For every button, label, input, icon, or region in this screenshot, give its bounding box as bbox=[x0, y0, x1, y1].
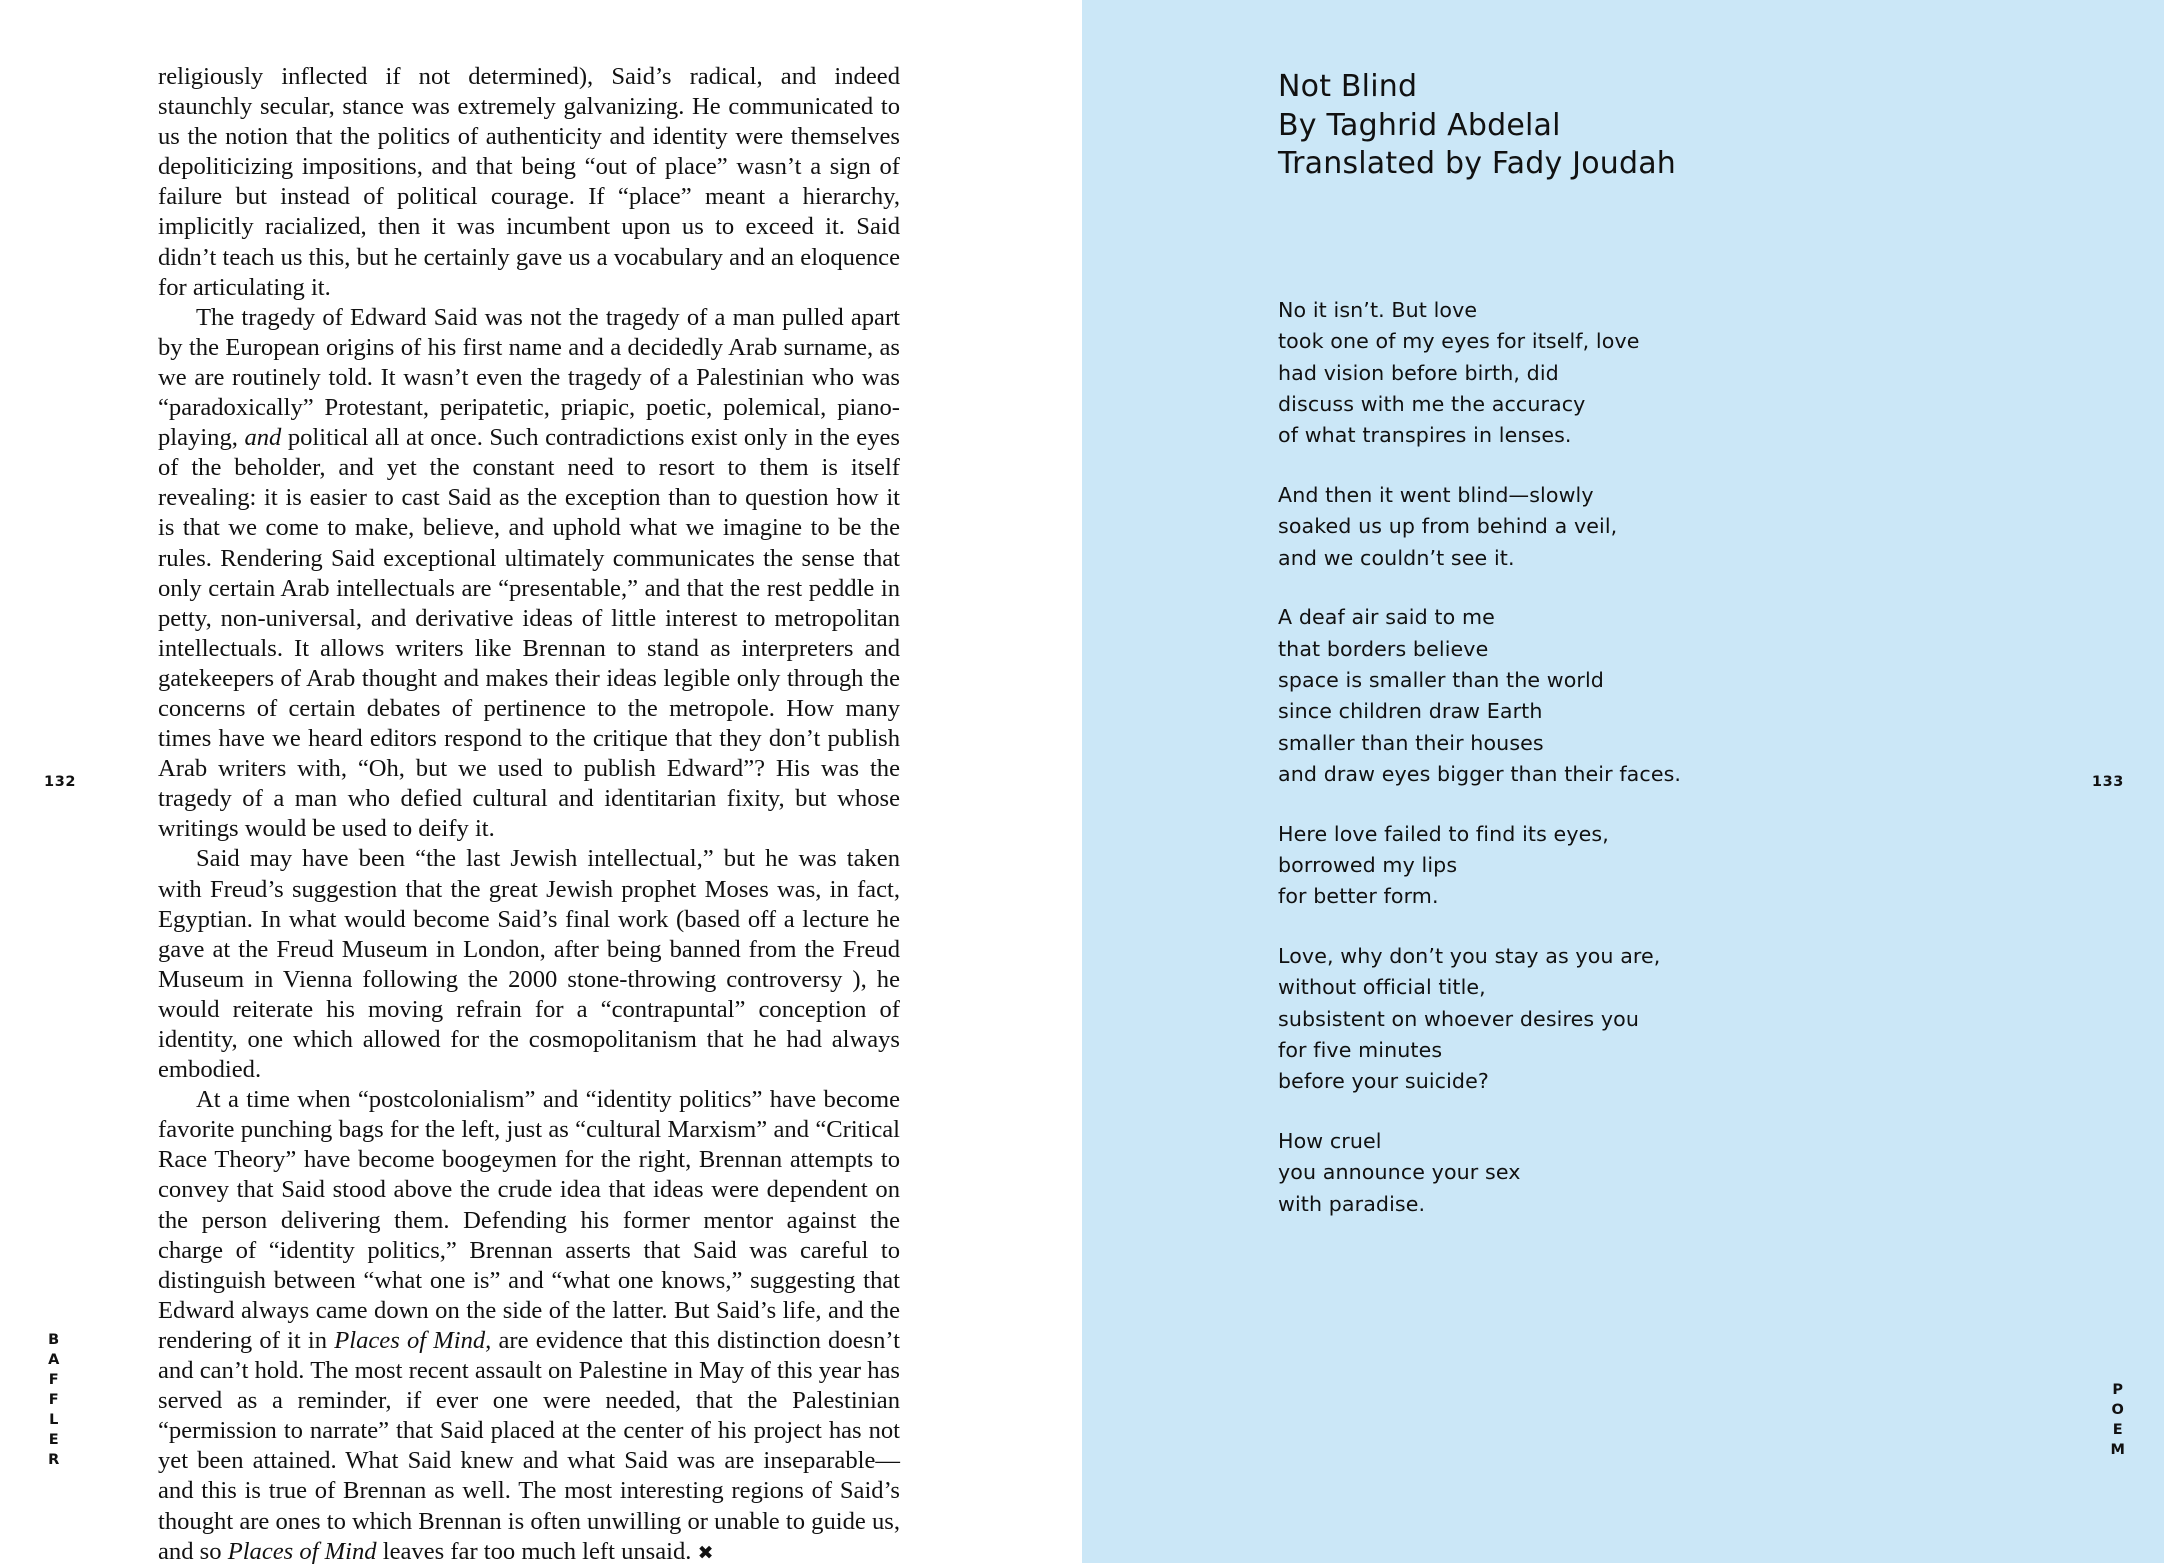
poem-line: And then it went blind—slowly bbox=[1278, 482, 1594, 507]
poem-line: that borders believe bbox=[1278, 636, 1489, 661]
article-paragraph: religiously inflected if not determined), Said’s radical, and indeed staunchly secular, stance was extremely galvanizing. He communicated to us the notion that the politics of authenticity and identity were themselves depoliticizing impositions, and that being “out of place” wasn’t a sign of failure but instead of political courage. If “place” meant a hierarchy, implicitly racialized, then it was incumbent upon us to exceed it. Said didn’t teach us this, but he certainly gave us a vocabulary and an eloquence for articulating it. bbox=[158, 63, 900, 301]
poem-title-block bbox=[1278, 68, 1978, 184]
article-paragraph bbox=[158, 303, 900, 845]
poem-line: for five minutes bbox=[1278, 1037, 1443, 1062]
poem-line: soaked us up from behind a veil, bbox=[1278, 514, 1618, 539]
poem-line: space is smaller than the world bbox=[1278, 667, 1604, 692]
running-head-letter: E bbox=[2112, 1422, 2124, 1438]
poem-line: and draw eyes bigger than their faces. bbox=[1278, 761, 1682, 786]
poem-stanza bbox=[1278, 602, 2038, 790]
running-head-left bbox=[46, 1330, 62, 1470]
poem-line: without official title, bbox=[1278, 975, 1486, 1000]
book-title-italic: Places of Mind, bbox=[334, 1326, 492, 1354]
poem-line: since children draw Earth bbox=[1278, 699, 1543, 724]
poem-line: with paradise. bbox=[1278, 1191, 1426, 1216]
article-body-column bbox=[158, 62, 900, 1568]
poem-author: By Taghrid Abdelal bbox=[1278, 107, 1561, 143]
book-title-italic: Places of Mind bbox=[227, 1537, 377, 1565]
poem-stanza bbox=[1278, 480, 2038, 574]
poem-stanza bbox=[1278, 819, 2038, 913]
page-number-left: 132 bbox=[44, 774, 77, 790]
running-head-letter: M bbox=[2110, 1442, 2126, 1458]
emphasis-and: and bbox=[244, 424, 282, 452]
running-head-letter: E bbox=[48, 1432, 60, 1448]
end-mark-icon: ✖ bbox=[697, 1541, 714, 1564]
right-page bbox=[1082, 0, 2164, 1563]
poem-stanza bbox=[1278, 295, 2038, 451]
poem-line: for better form. bbox=[1278, 884, 1439, 909]
poem-body bbox=[1278, 295, 2038, 1248]
poem-line: No it isn’t. But love bbox=[1278, 298, 1478, 322]
running-head-right bbox=[2110, 1380, 2126, 1460]
running-head-letter: R bbox=[48, 1452, 60, 1468]
running-head-letter: B bbox=[48, 1332, 60, 1348]
poem-translator: Translated by Fady Joudah bbox=[1278, 146, 1677, 181]
poem-stanza bbox=[1278, 1126, 2038, 1220]
poem-line: discuss with me the accuracy bbox=[1278, 391, 1586, 416]
poem-line: A deaf air said to me bbox=[1278, 605, 1495, 630]
running-head-letter: F bbox=[48, 1372, 60, 1388]
poem-line: Here love failed to find its eyes, bbox=[1278, 821, 1609, 846]
page-number-right: 133 bbox=[2091, 774, 2124, 790]
paragraph-text-part: The tragedy of Edward Said was not the tragedy of a man pulled apart by the European origins of his first name and a decidedly Arab surname, as we are routinely told. It wasn’t even the tragedy of a Palestinian who was “paradoxically” Protestant, peripatetic, priapic, poetic, polemical, piano-playing, bbox=[158, 303, 900, 452]
poem-stanza bbox=[1278, 941, 2038, 1097]
poem-title: Not Blind bbox=[1278, 69, 1418, 104]
poem-line: borrowed my lips bbox=[1278, 852, 1458, 877]
paragraph-text-part: At a time when “postcolonialism” and “identity politics” have become favorite punching bags for the left, just as “cultural Marxism” and “Critical Race Theory” have become boogeymen for the right, Brennan attempts to convey that Said stood above the crude idea that ideas were dependent on the person delivering them. Defending his former mentor against the charge of “identity politics,” Brennan asserts that Said was careful to distinguish between “what one is” and “what one knows,” suggesting that Edward always came down on the side of the latter. But Said’s life, and the rendering of it in bbox=[158, 1086, 900, 1354]
poem-line: of what transpires in lenses. bbox=[1278, 423, 1572, 448]
article-paragraph: Said may have been “the last Jewish intellectual,” but he was taken with Freud’s suggestion that the great Jewish prophet Moses was, in fact, Egyptian. In what would become Said’s final work (based off a lecture he gave at the Freud Museum in London, after being banned from the Freud Museum in Vienna following the 2000 stone-throwing controversy ), he would reiterate his moving refrain for a “contrapuntal” conception of identity, one which allowed for the cosmopolitanism that he had always embodied. bbox=[158, 845, 900, 1084]
left-page bbox=[0, 0, 1082, 1563]
poem-line: How cruel bbox=[1278, 1129, 1382, 1154]
poem-line: and we couldn’t see it. bbox=[1278, 545, 1515, 570]
article-paragraph bbox=[158, 1085, 900, 1568]
poem-line: you announce your sex bbox=[1278, 1160, 1521, 1185]
paragraph-text-part: political all at once. Such contradictions exist only in the eyes of the beholder, and yet the constant need to resort to them is itself revealing: it is easier to cast Said as the exception than to question how it is that we come to make, believe, and uphold what we imagine to be the rules. Rendering Said exceptional ultimately communicates the sense that only certain Arab intellectuals are “presentable,” and that the rest peddle in petty, non-universal, and derivative ideas of little interest to metropolitan intellectuals. It allows writers like Brennan to stand as interpreters and gatekeepers of Arab thought and makes their ideas legible only through the concerns of certain debates of pertinence to the metropole. How many times have we heard editors respond to the critique that they don’t publish Arab writers with, “Oh, but we used to publish Edward”? His was the tragedy of a man who defied cultural and identitarian fixity, but whose writings would be used to deify it. bbox=[158, 424, 900, 843]
running-head-letter: P bbox=[2112, 1382, 2124, 1398]
poem-line: took one of my eyes for itself, love bbox=[1278, 329, 1640, 354]
paragraph-text-part: are evidence that this distinction doesn’t and can’t hold. The most recent assault on Palestine in May of this year has served as a reminder, if ever one were needed, that the Palestinian “permission to narrate” that Said placed at the center of his project has not yet been attained. What Said knew and what Said was are inseparable—and this is true of Brennan as well. The most interesting regions of Said’s thought are ones to which Brennan is often unwilling or unable to guide us, and so bbox=[158, 1326, 900, 1565]
running-head-letter: O bbox=[2111, 1402, 2125, 1418]
running-head-letter: L bbox=[49, 1412, 59, 1428]
running-head-letter: F bbox=[48, 1392, 60, 1408]
poem-line: Love, why don’t you stay as you are, bbox=[1278, 944, 1661, 969]
poem-line: had vision before birth, did bbox=[1278, 360, 1559, 385]
paragraph-text-part: leaves far too much left unsaid. bbox=[376, 1537, 698, 1565]
poem-line: subsistent on whoever desires you bbox=[1278, 1006, 1639, 1031]
running-head-letter: A bbox=[48, 1352, 60, 1368]
poem-line: smaller than their houses bbox=[1278, 730, 1544, 755]
poem-line: before your suicide? bbox=[1278, 1069, 1489, 1094]
